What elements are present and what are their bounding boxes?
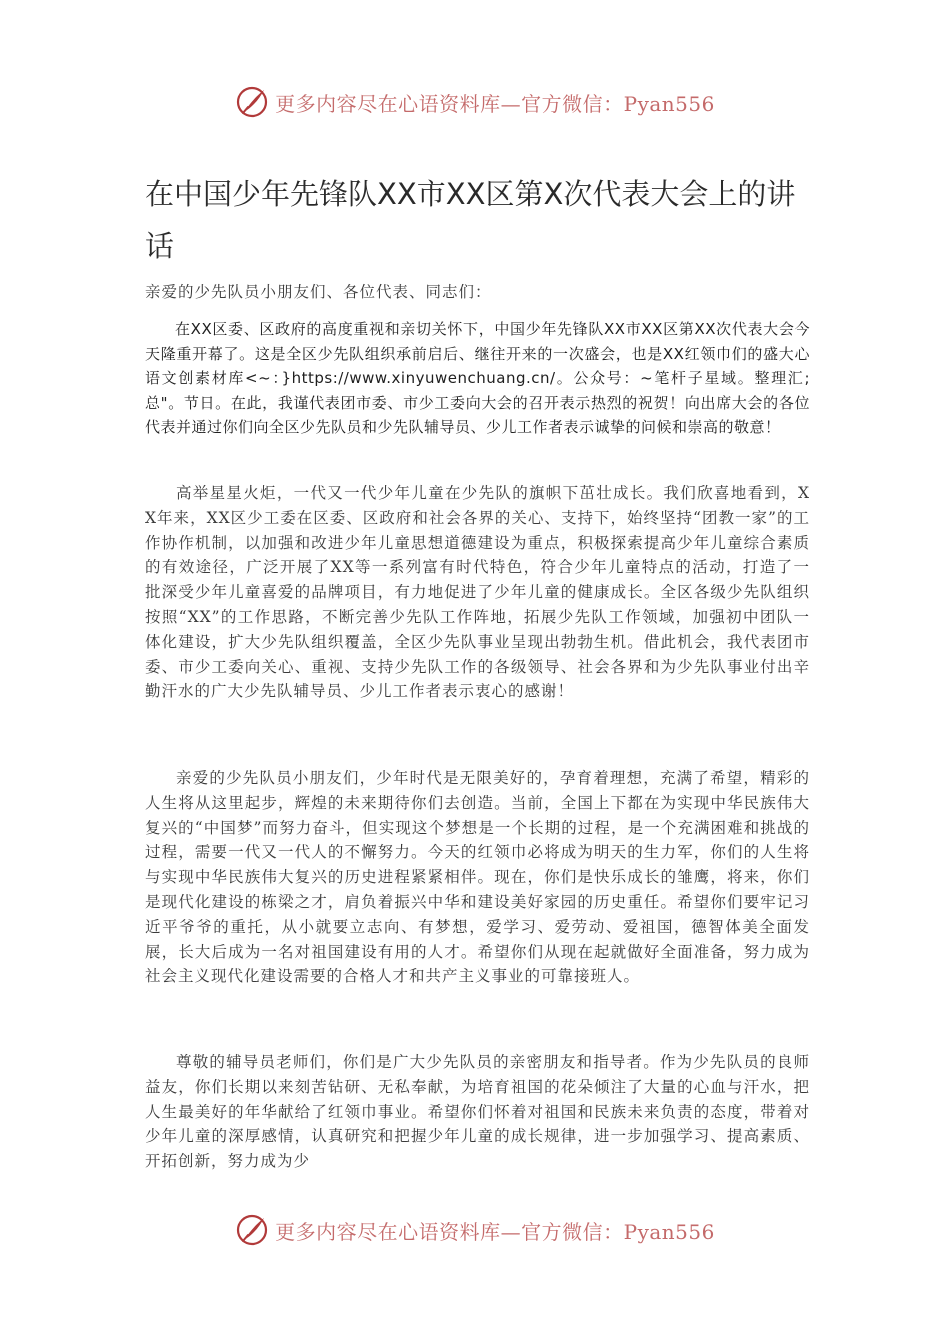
paragraph-opening: 在XX区委、区政府的高度重视和亲切关怀下，中国少年先锋队XX市XX区第XX次代表大会今天隆重开幕了。这是全区少先队组织承前启后、继往开来的一次盛会，也是XX红领巾们的盛大心语文创素材库<~：}https://www.xinyuwenchuang.cn/。公众号：~笔杆子星域。整理汇;总"。节日。在此，我谨代表团市委、市少工委向大会的召开表示热烈的祝贺！向出席大会的各位代表并通过你们向全区少先队员和少先队辅导员、少儿工作者表示诚挚的问候和崇高的敬意！ bbox=[145, 320, 810, 437]
footer-banner-text: 更多内容尽在心语资料库—官方微信：Pyan556 bbox=[275, 1219, 715, 1244]
paragraph-achievements: 高举星星火炬，一代又一代少年儿童在少先队的旗帜下茁壮成长。我们欣喜地看到，XX年来，XX区少工委在区委、区政府和社会各界的关心、支持下，始终坚持“团教一家”的工作协作机制，以加强和改进少年儿童思想道德建设为重点，积极探索提高少年儿童综合素质的有效途径，广泛开展了XX等一系列富有时代特色，符合少年儿童特点的活动，打造了一批深受少年儿童喜爱的品牌项目，有力地促进了少年儿童的健康成长。全区各级少先队组织按照“XX”的工作思路，不断完善少先队工作阵地，拓展少先队工作领域，加强初中团队一体化建设，扩大少先队组织覆盖，全区少先队事业呈现出勃勃生机。借此机会，我代表团市委、市少工委向关心、重视、支持少先队工作的各级领导、社会各界和为少先队事业付出辛勤汗水的广大少先队辅导员、少儿工作者表示衷心的感谢！ bbox=[145, 484, 810, 701]
paragraph-counselors: 尊敬的辅导员老师们，你们是广大少先队员的亲密朋友和指导者。作为少先队员的良师益友，你们长期以来刻苦钻研、无私奉献，为培育祖国的花朵倾注了大量的心血与汗水，把人生最美好的年华献给了红领巾事业。希望你们怀着对祖国和民族未来负责的态度，带着对少年儿童的深厚感情，认真研究和把握少年儿童的成长规律，进一步加强学习、提高素质、开拓创新，努力成为少 bbox=[145, 1053, 810, 1171]
salutation: 亲爱的少先队员小朋友们、各位代表、同志们： bbox=[145, 283, 492, 301]
quill-pen-logo-icon bbox=[235, 1213, 269, 1247]
header-watermark-banner bbox=[0, 80, 950, 124]
footer-watermark-banner bbox=[0, 1208, 950, 1252]
header-banner-text: 更多内容尽在心语资料库—官方微信：Pyan556 bbox=[275, 91, 715, 116]
quill-pen-logo-icon bbox=[235, 85, 269, 119]
document-title: 在中国少年先锋队XX市XX区第X次代表大会上的讲话 bbox=[145, 177, 796, 263]
paragraph-young-pioneers: 亲爱的少先队员小朋友们，少年时代是无限美好的，孕育着理想，充满了希望，精彩的人生将从这里起步，辉煌的未来期待你们去创造。当前，全国上下都在为实现中华民族伟大复兴的“中国梦”而努力奋斗，但实现这个梦想是一个长期的过程，是一个充满困难和挑战的过程，需要一代又一代人的不懈努力。今天的红领巾必将成为明天的生力军，你们的人生将与实现中华民族伟大复兴的历史进程紧紧相伴。现在，你们是快乐成长的雏鹰，将来，你们是现代化建设的栋梁之才，肩负着振兴中华和建设美好家园的历史重任。希望你们要牢记习近平爷爷的重托，从小就要立志向、有梦想，爱学习、爱劳动、爱祖国，德智体美全面发展，长大后成为一名对祖国建设有用的人才。希望你们从现在起就做好全面准备，努力成为社会主义现代化建设需要的合格人才和共产主义事业的可靠接班人。 bbox=[145, 769, 810, 986]
